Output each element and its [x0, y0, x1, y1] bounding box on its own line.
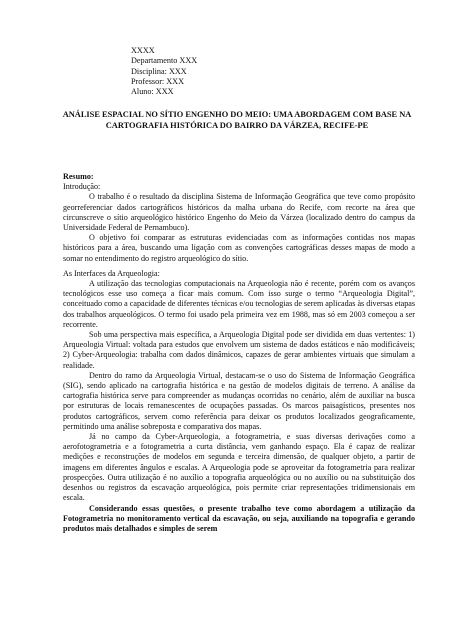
header-professor: Professor: XXX [131, 76, 184, 86]
document-header [131, 46, 197, 97]
header-department: Departamento XXX [131, 56, 198, 66]
paragraph-intro-1: O trabalho é o resultado da disciplina Sistema de Informação Geográfica que teve como propósito georreferenciar dados cartográficos históricos da malha urbana do Recife, com recorte na área que circunscreve o sítio arqueológico histórico Engenho do Meio da Várzea (localizado dentro do campus da Universidade Federal de Pernambuco). [63, 192, 415, 233]
paragraph-intro-2: O objetivo foi comparar as estruturas evidenciadas com as informações contidas nos mapas históricos para a área, buscando uma ligação com as convenções cartográficas desses mapas de modo a somar no entendimento do registro arqueológico do sítio. [63, 233, 415, 263]
header-student: Aluno: XXX [131, 87, 174, 97]
paragraph-conclusion: Considerando essas questões, o presente trabalho teve como abordagem a utilização da Fotogrametria no monitoramento vertical da escavação, ou seja, auxiliando na topografia e gerando produtos mais detalhados e simples de serem [63, 503, 415, 533]
paragraph-interfaces-3: Dentro do ramo da Arqueologia Virtual, destacam-se o uso do Sistema de Informação Geográfica (SIG), sendo aplicado na cartografia histórica e na gestão de modelos digitais de terreno. A análise da cartografia histórica serve para compreender as mudanças ocorridas no cenário, além de auxiliar na busca por estruturas de locais remanescentes de ocupações passadas. Os marcos paisagísticos, presentes nos produtos cartográficos, servem como referência para deixar os produtos localizados geograficamente, permitindo uma análise sobreposta e comparativa dos mapas. [63, 370, 415, 431]
document-body [63, 172, 415, 534]
header-institution: XXXX [131, 46, 155, 55]
paragraph-interfaces-4: Já no campo da Cyber-Arqueologia, a fotogrametria, e suas diversas derivações como a aerofotogrametria e a fotogrametria a curta distância, vem ganhando espaço. Ela é capaz de realizar medições e reconstruções de modelos em segunda e terceira dimensão, de qualquer objeto, a partir de imagens em diferentes ângulos e escalas. A Arqueologia pode se aproveitar da fotogrametria para realizar prospecções. Outra utilização é no auxílio a topografia arqueológica ou no auxílio ou na substituição dos desenhos ou registros da escavação arqueológica, pois permite criar representações tridimensionais em escala. [63, 432, 415, 503]
intro-label: Introdução: [63, 182, 101, 192]
header-discipline: Disciplina: XXX [131, 66, 187, 76]
paragraph-interfaces-1: A utilização das tecnologias computacionais na Arqueologia não é recente, porém com os avanços tecnológicos esse uso começa a ficar mais comum. Com isso surge o termo “Arqueologia Digital”, conceituado como a capacidade de diferentes técnicas e/ou tecnologias de serem aplicadas às diversas etapas dos trabalhos arqueológicos. O termo foi usado pela primeira vez em 1988, mas só em 2003 começou a ser recorrente. [63, 279, 415, 329]
document-title: ANÁLISE ESPACIAL NO SÍTIO ENGENHO DO MEIO: UMA ABORDAGEM COM BASE NA CARTOGRAFIA HISTÓRICA DO BAIRRO DA VÁRZEA, RECIFE-PE [62, 110, 412, 130]
resumo-label: Resumo: [63, 172, 94, 181]
section-heading-interfaces: As Interfaces da Arqueologia: [63, 268, 160, 278]
paragraph-interfaces-2: Sob uma perspectiva mais específica, a Arqueologia Digital pode ser dividida em duas vertentes: 1) Arqueologia Virtual: voltada para estudos que envolvem um sistema de dados estáticos e não modificáveis; 2) Cyber-Arqueologia: trabalha com dados dinâmicos, capazes de gerar ambientes virtuais que simulam a realidade. [63, 330, 415, 370]
